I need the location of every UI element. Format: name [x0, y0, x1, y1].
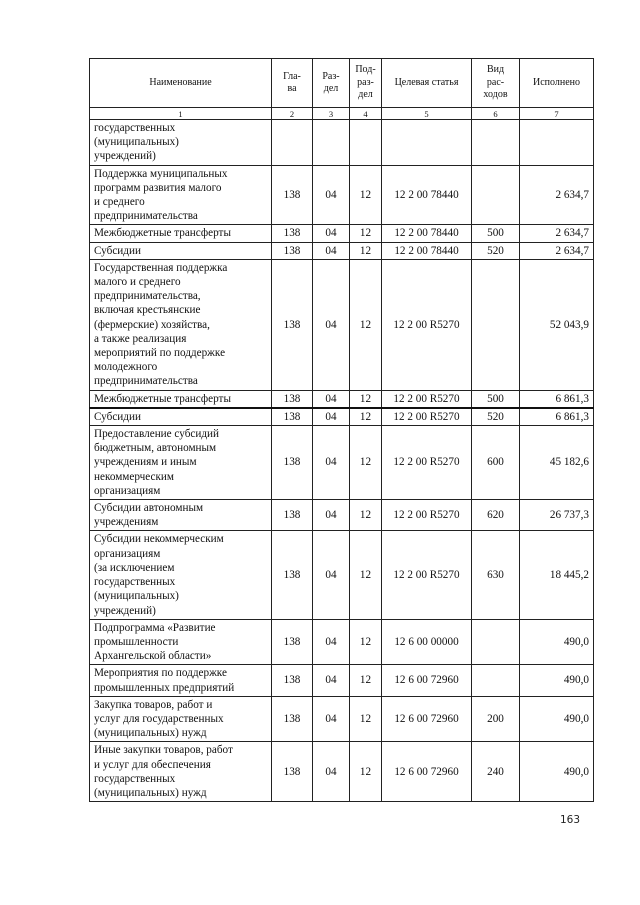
row-amount-cell: 490,0: [520, 696, 594, 742]
row-section-cell: 04: [313, 531, 350, 619]
row-subsection-cell: 12: [350, 408, 382, 426]
row-section-cell: 04: [313, 408, 350, 426]
row-section-cell: 04: [313, 500, 350, 531]
row-target-cell: 12 2 00 R5270: [382, 500, 472, 531]
col-header-section: Раз- дел: [313, 59, 350, 108]
row-expense-type-cell: 520: [472, 408, 520, 426]
table-row: [90, 696, 594, 742]
row-target-cell: [382, 120, 472, 166]
table-row: [90, 120, 594, 166]
row-expense-type-cell: 600: [472, 426, 520, 500]
row-name-cell: Субсидии некоммерческим организациям (за исключением государственных (муниципальных) учреждений): [90, 531, 272, 619]
row-name-cell: Закупка товаров, работ и услуг для государственных (муниципальных) нужд: [90, 696, 272, 742]
row-section-cell: 04: [313, 696, 350, 742]
header-row: [90, 59, 594, 108]
row-name-cell: Поддержка муниципальных программ развития малого и среднего предпринимательства: [90, 165, 272, 225]
col-index: 4: [350, 108, 382, 120]
row-amount-cell: 18 445,2: [520, 531, 594, 619]
row-amount-cell: 6 861,3: [520, 408, 594, 426]
row-section-cell: 04: [313, 390, 350, 408]
row-amount-cell: 6 861,3: [520, 390, 594, 408]
row-subsection-cell: 12: [350, 390, 382, 408]
table-row: [90, 665, 594, 696]
row-target-cell: 12 2 00 R5270: [382, 259, 472, 390]
table-row: [90, 225, 594, 242]
row-subsection-cell: 12: [350, 665, 382, 696]
col-index: 6: [472, 108, 520, 120]
row-subsection-cell: 12: [350, 619, 382, 665]
row-chapter-cell: 138: [272, 500, 313, 531]
row-expense-type-cell: 620: [472, 500, 520, 531]
row-expense-type-cell: 500: [472, 390, 520, 408]
row-chapter-cell: 138: [272, 408, 313, 426]
row-section-cell: 04: [313, 242, 350, 259]
row-amount-cell: [520, 120, 594, 166]
table-body: [90, 120, 594, 802]
row-target-cell: 12 2 00 R5270: [382, 426, 472, 500]
row-subsection-cell: [350, 120, 382, 166]
row-section-cell: 04: [313, 742, 350, 802]
row-chapter-cell: 138: [272, 259, 313, 390]
row-name-cell: Предоставление субсидий бюджетным, автономным учреждениям и иным некоммерческим организациям: [90, 426, 272, 500]
row-section-cell: 04: [313, 259, 350, 390]
row-chapter-cell: 138: [272, 531, 313, 619]
row-target-cell: 12 2 00 R5270: [382, 408, 472, 426]
row-expense-type-cell: 520: [472, 242, 520, 259]
row-name-cell: Иные закупки товаров, работ и услуг для обеспечения государственных (муниципальных) нужд: [90, 742, 272, 802]
col-index: 1: [90, 108, 272, 120]
row-expense-type-cell: [472, 120, 520, 166]
row-chapter-cell: 138: [272, 225, 313, 242]
row-expense-type-cell: [472, 165, 520, 225]
row-subsection-cell: 12: [350, 500, 382, 531]
table-row: [90, 619, 594, 665]
row-expense-type-cell: 630: [472, 531, 520, 619]
row-chapter-cell: 138: [272, 165, 313, 225]
row-target-cell: 12 2 00 78440: [382, 165, 472, 225]
row-section-cell: 04: [313, 665, 350, 696]
row-target-cell: 12 2 00 78440: [382, 242, 472, 259]
budget-table-page: [89, 58, 593, 802]
col-index: 7: [520, 108, 594, 120]
row-section-cell: 04: [313, 165, 350, 225]
row-target-cell: 12 2 00 R5270: [382, 531, 472, 619]
col-header-name: Наименование: [90, 59, 272, 108]
table-row: [90, 500, 594, 531]
table-row: [90, 408, 594, 426]
row-chapter-cell: 138: [272, 742, 313, 802]
row-section-cell: 04: [313, 426, 350, 500]
row-expense-type-cell: [472, 665, 520, 696]
col-header-subsection: Под- раз- дел: [350, 59, 382, 108]
row-name-cell: государственных (муниципальных) учреждений): [90, 120, 272, 166]
row-chapter-cell: 138: [272, 426, 313, 500]
column-index-row: [90, 108, 594, 120]
row-chapter-cell: 138: [272, 696, 313, 742]
row-subsection-cell: 12: [350, 742, 382, 802]
table-row: [90, 259, 594, 390]
col-index: 2: [272, 108, 313, 120]
row-name-cell: Субсидии автономным учреждениям: [90, 500, 272, 531]
row-amount-cell: 2 634,7: [520, 242, 594, 259]
row-target-cell: 12 6 00 72960: [382, 665, 472, 696]
row-name-cell: Межбюджетные трансферты: [90, 225, 272, 242]
row-target-cell: 12 6 00 72960: [382, 696, 472, 742]
row-expense-type-cell: [472, 619, 520, 665]
row-expense-type-cell: 500: [472, 225, 520, 242]
col-header-expense-type: Вид рас- ходов: [472, 59, 520, 108]
row-section-cell: 04: [313, 619, 350, 665]
table-row: [90, 390, 594, 408]
row-target-cell: 12 6 00 72960: [382, 742, 472, 802]
row-chapter-cell: 138: [272, 390, 313, 408]
row-chapter-cell: 138: [272, 619, 313, 665]
row-subsection-cell: 12: [350, 259, 382, 390]
col-header-chapter: Гла- ва: [272, 59, 313, 108]
row-chapter-cell: 138: [272, 242, 313, 259]
row-subsection-cell: 12: [350, 165, 382, 225]
row-name-cell: Государственная поддержка малого и среднего предпринимательства, включая крестьянские (фермерские) хозяйства, а также реализация мероприятий по поддержке молодежного предпринимательства: [90, 259, 272, 390]
page-number: 163: [560, 814, 581, 826]
col-header-executed: Исполнено: [520, 59, 594, 108]
row-target-cell: 12 2 00 R5270: [382, 390, 472, 408]
row-section-cell: 04: [313, 225, 350, 242]
table-row: [90, 742, 594, 802]
row-subsection-cell: 12: [350, 242, 382, 259]
row-amount-cell: 52 043,9: [520, 259, 594, 390]
row-amount-cell: 26 737,3: [520, 500, 594, 531]
row-amount-cell: 2 634,7: [520, 225, 594, 242]
row-subsection-cell: 12: [350, 531, 382, 619]
row-expense-type-cell: 200: [472, 696, 520, 742]
row-subsection-cell: 12: [350, 225, 382, 242]
row-section-cell: [313, 120, 350, 166]
row-subsection-cell: 12: [350, 426, 382, 500]
row-name-cell: Межбюджетные трансферты: [90, 390, 272, 408]
row-amount-cell: 490,0: [520, 619, 594, 665]
row-name-cell: Субсидии: [90, 408, 272, 426]
row-name-cell: Подпрограмма «Развитие промышленности Архангельской области»: [90, 619, 272, 665]
row-name-cell: Субсидии: [90, 242, 272, 259]
row-chapter-cell: [272, 120, 313, 166]
row-name-cell: Мероприятия по поддержке промышленных предприятий: [90, 665, 272, 696]
col-index: 5: [382, 108, 472, 120]
row-amount-cell: 490,0: [520, 665, 594, 696]
table-row: [90, 242, 594, 259]
col-index: 3: [313, 108, 350, 120]
row-chapter-cell: 138: [272, 665, 313, 696]
row-target-cell: 12 6 00 00000: [382, 619, 472, 665]
row-subsection-cell: 12: [350, 696, 382, 742]
budget-execution-table: [89, 58, 594, 802]
row-amount-cell: 45 182,6: [520, 426, 594, 500]
row-expense-type-cell: 240: [472, 742, 520, 802]
table-row: [90, 165, 594, 225]
row-amount-cell: 490,0: [520, 742, 594, 802]
row-amount-cell: 2 634,7: [520, 165, 594, 225]
table-row: [90, 426, 594, 500]
row-target-cell: 12 2 00 78440: [382, 225, 472, 242]
table-row: [90, 531, 594, 619]
col-header-target: Целевая статья: [382, 59, 472, 108]
row-expense-type-cell: [472, 259, 520, 390]
